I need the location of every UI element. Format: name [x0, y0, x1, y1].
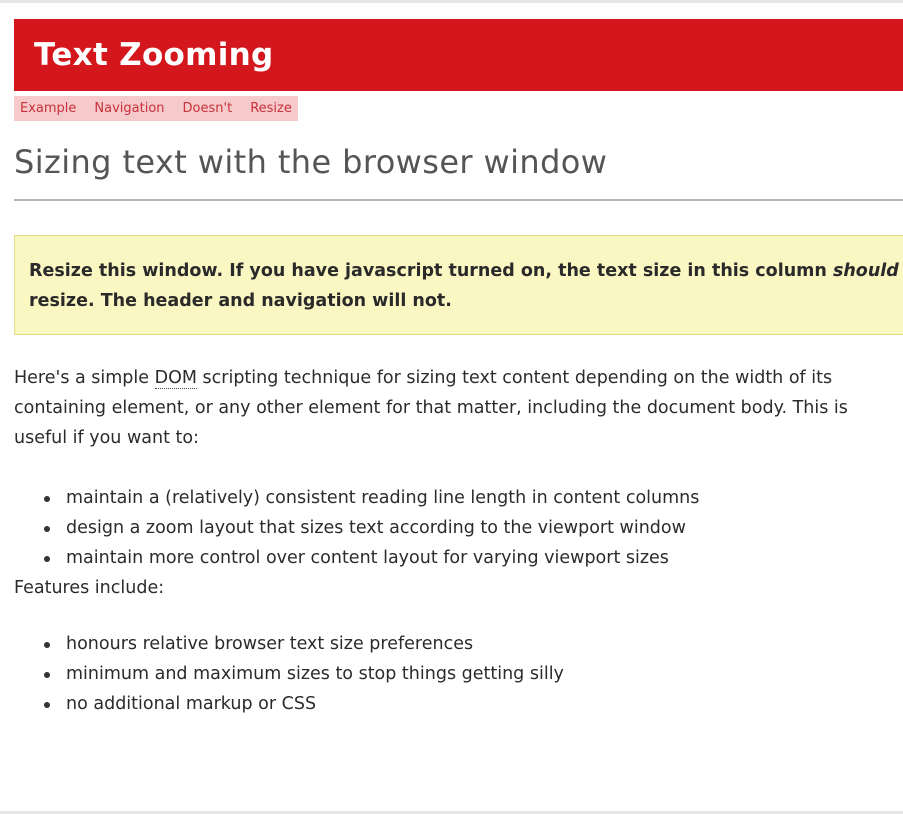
nav-link-doesnt[interactable]: Doesn't: [182, 101, 233, 116]
intro-paragraph: [14, 363, 903, 453]
features-list: [14, 629, 903, 719]
site-header: [14, 19, 903, 91]
bullet-icon: [44, 496, 50, 502]
notice-text-part2: resize. The header and navigation will not.: [29, 291, 452, 311]
list-item-text: maintain a (relatively) consistent reading line length in content columns: [66, 488, 700, 508]
list-item: [14, 689, 903, 719]
list-item: [14, 513, 903, 543]
list-item-text: design a zoom layout that sizes text according to the viewport window: [66, 518, 686, 538]
resize-notice: [14, 235, 903, 335]
nav-link-example[interactable]: Example: [20, 101, 77, 116]
uses-list: [14, 483, 903, 573]
page-title: Sizing text with the browser window: [14, 143, 608, 181]
nav-link-resize[interactable]: Resize: [250, 101, 292, 116]
title-divider: [14, 199, 903, 201]
nav-link-navigation[interactable]: Navigation: [94, 101, 165, 116]
list-item-text: minimum and maximum sizes to stop things getting silly: [66, 664, 564, 684]
main-content: [14, 363, 903, 719]
list-item: [14, 629, 903, 659]
bullet-icon: [44, 526, 50, 532]
site-title: Text Zooming: [34, 37, 274, 73]
list-item: [14, 543, 903, 573]
intro-text-start: Here's a simple: [14, 368, 155, 388]
list-item: [14, 659, 903, 689]
dom-abbreviation: DOM: [154, 368, 197, 388]
bullet-icon: [44, 672, 50, 678]
list-item-text: maintain more control over content layout for varying viewport sizes: [66, 548, 669, 568]
bullet-icon: [44, 642, 50, 648]
intro-text-end: scripting technique for sizing text content depending on the width of its containing element, or any other element for that matter, including the document body. This is useful if you want to:: [14, 368, 848, 448]
list-item-text: honours relative browser text size preferences: [66, 634, 474, 654]
notice-text-part1: Resize this window. If you have javascript turned on, the text size in this column: [29, 261, 833, 281]
notice-emphasis: should: [832, 261, 899, 281]
site-navigation: [14, 96, 298, 121]
features-heading: Features include:: [14, 578, 165, 598]
bullet-icon: [44, 702, 50, 708]
bullet-icon: [44, 556, 50, 562]
list-item-text: no additional markup or CSS: [66, 694, 317, 714]
list-item: [14, 483, 903, 513]
